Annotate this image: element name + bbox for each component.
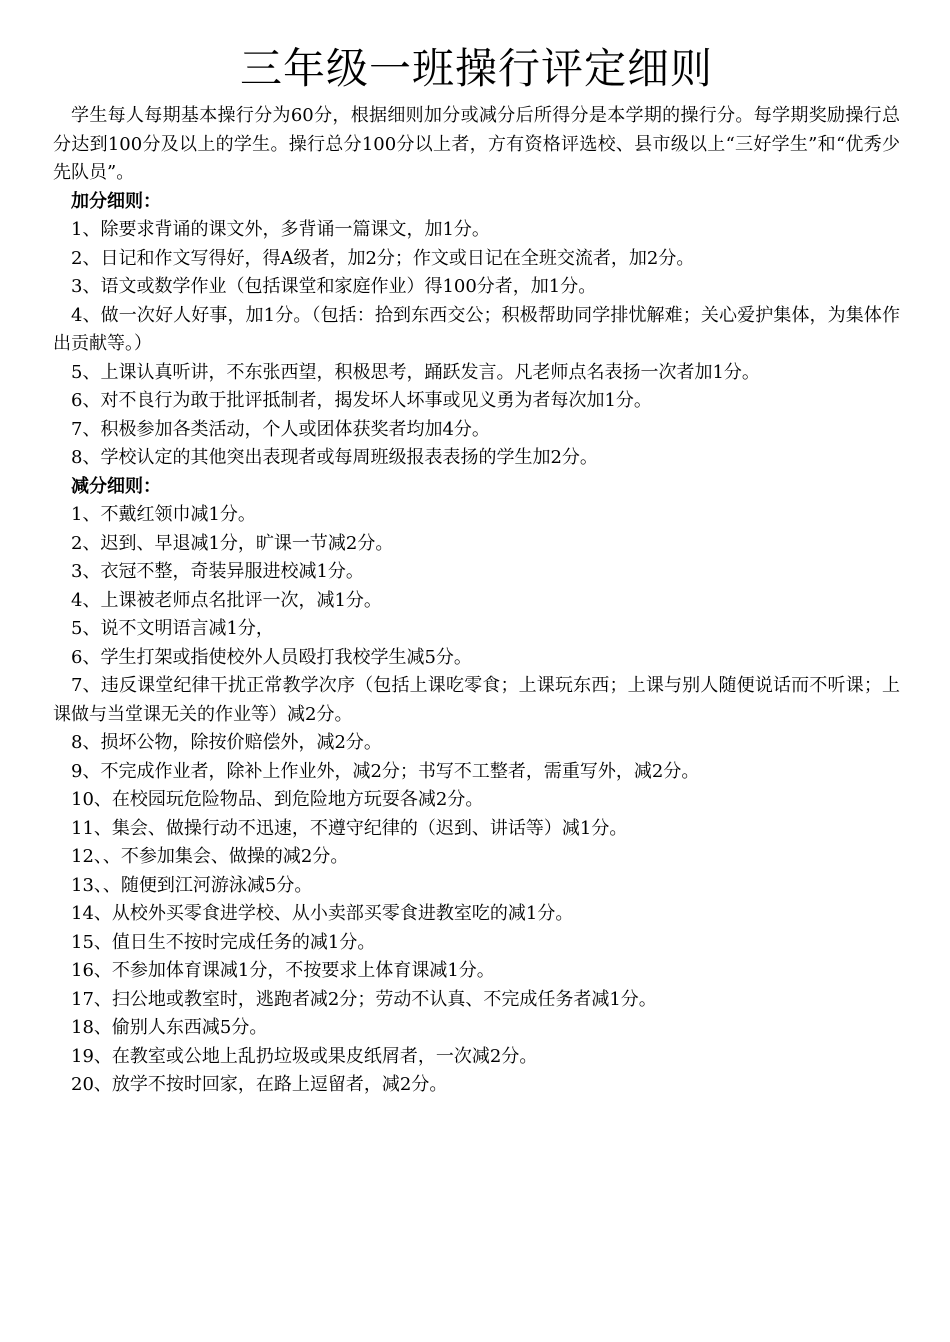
sub-section-heading: 减分细则：: [71, 475, 161, 497]
sub-rule-item: 18、偷别人东西减5分。: [71, 1017, 268, 1038]
sub-rule-item: 3、衣冠不整，奇装异服进校减1分。: [71, 561, 364, 582]
sub-rule-item: 11、集会、做操行动不迅速，不遵守纪律的（迟到、讲话等）减1分。: [71, 817, 628, 839]
page-title: 三年级一班操行评定细则: [239, 44, 713, 93]
add-rule-item: 5、上课认真听讲，不东张西望，积极思考，踊跃发言。凡老师点名表扬一次者加1分。: [71, 361, 760, 383]
add-rule-item: 1、除要求背诵的课文外，多背诵一篇课文，加1分。: [71, 219, 490, 240]
sub-rule-item: 13、、随便到江河游泳减5分。: [71, 874, 313, 896]
sub-rule-item: 1、不戴红领巾减1分。: [71, 504, 256, 525]
sub-rule-item: 8、损坏公物，除按价赔偿外，减2分。: [71, 732, 382, 753]
sub-rule-item: 7、违反课堂纪律干扰正常教学次序（包括上课吃零食；上课玩东西；上课与别人随便说话而不听课；上课做与当堂课无关的作业等）减2分。: [53, 675, 900, 725]
intro-paragraph: 学生每人每期基本操行分为60分，根据细则加分或减分后所得分是本学期的操行分。每学期奖励操行总分达到100分及以上的学生。操行总分100分以上者，方有资格评选校、县市级以上“三好学生”和“优秀少先队员”。: [53, 105, 900, 183]
add-rule-item: 6、对不良行为敢于批评抵制者，揭发坏人坏事或见义勇为者每次加1分。: [71, 390, 652, 411]
add-rule-item: 4、做一次好人好事，加1分。（包括：拾到东西交公；积极帮助同学排忧解难；关心爱护集体，为集体作出贡献等。）: [53, 304, 900, 354]
sub-rule-item: 12、、不参加集会、做操的减2分。: [71, 846, 349, 867]
add-rule-item: 8、学校认定的其他突出表现者或每周班级报表表扬的学生加2分。: [71, 447, 598, 468]
sub-rule-item: 14、从校外买零食进学校、从小卖部买零食进教室吃的减1分。: [71, 903, 574, 924]
sub-rule-item: 20、放学不按时回家，在路上逗留者，减2分。: [71, 1074, 448, 1095]
add-rule-item: 3、语文或数学作业（包括课堂和家庭作业）得100分者，加1分。: [71, 276, 597, 297]
sub-rule-item: 6、学生打架或指使校外人员殴打我校学生减5分。: [71, 646, 472, 668]
sub-rule-item: 2、迟到、早退减1分，旷课一节减2分。: [71, 532, 394, 554]
sub-rules-list: [53, 501, 900, 1100]
sub-rule-item: 17、扫公地或教室时，逃跑者减2分；劳动不认真、不完成任务者减1分。: [71, 988, 657, 1010]
sub-rule-item: 5、说不文明语言减1分，: [71, 618, 274, 639]
sub-rule-item: 16、不参加体育课减1分，不按要求上体育课减1分。: [71, 960, 495, 981]
add-rule-item: 7、积极参加各类活动，个人或团体获奖者均加4分。: [71, 418, 490, 440]
add-section-heading: 加分细则：: [71, 190, 161, 212]
add-rule-item: 2、日记和作文写得好，得A级者，加2分；作文或日记在全班交流者，加2分。: [71, 247, 695, 269]
sub-rule-item: 10、在校园玩危险物品、到危险地方玩耍各减2分。: [71, 789, 484, 810]
sub-rule-item: 4、上课被老师点名批评一次，减1分。: [71, 589, 382, 611]
add-rules-list: [53, 216, 900, 473]
sub-rule-item: 9、不完成作业者，除补上作业外，减2分；书写不工整者，需重写外，减2分。: [71, 760, 700, 782]
sub-rule-item: 19、在教室或公地上乱扔垃圾或果皮纸屑者，一次减2分。: [71, 1045, 538, 1067]
sub-rule-item: 15、值日生不按时完成任务的减1分。: [71, 931, 376, 953]
